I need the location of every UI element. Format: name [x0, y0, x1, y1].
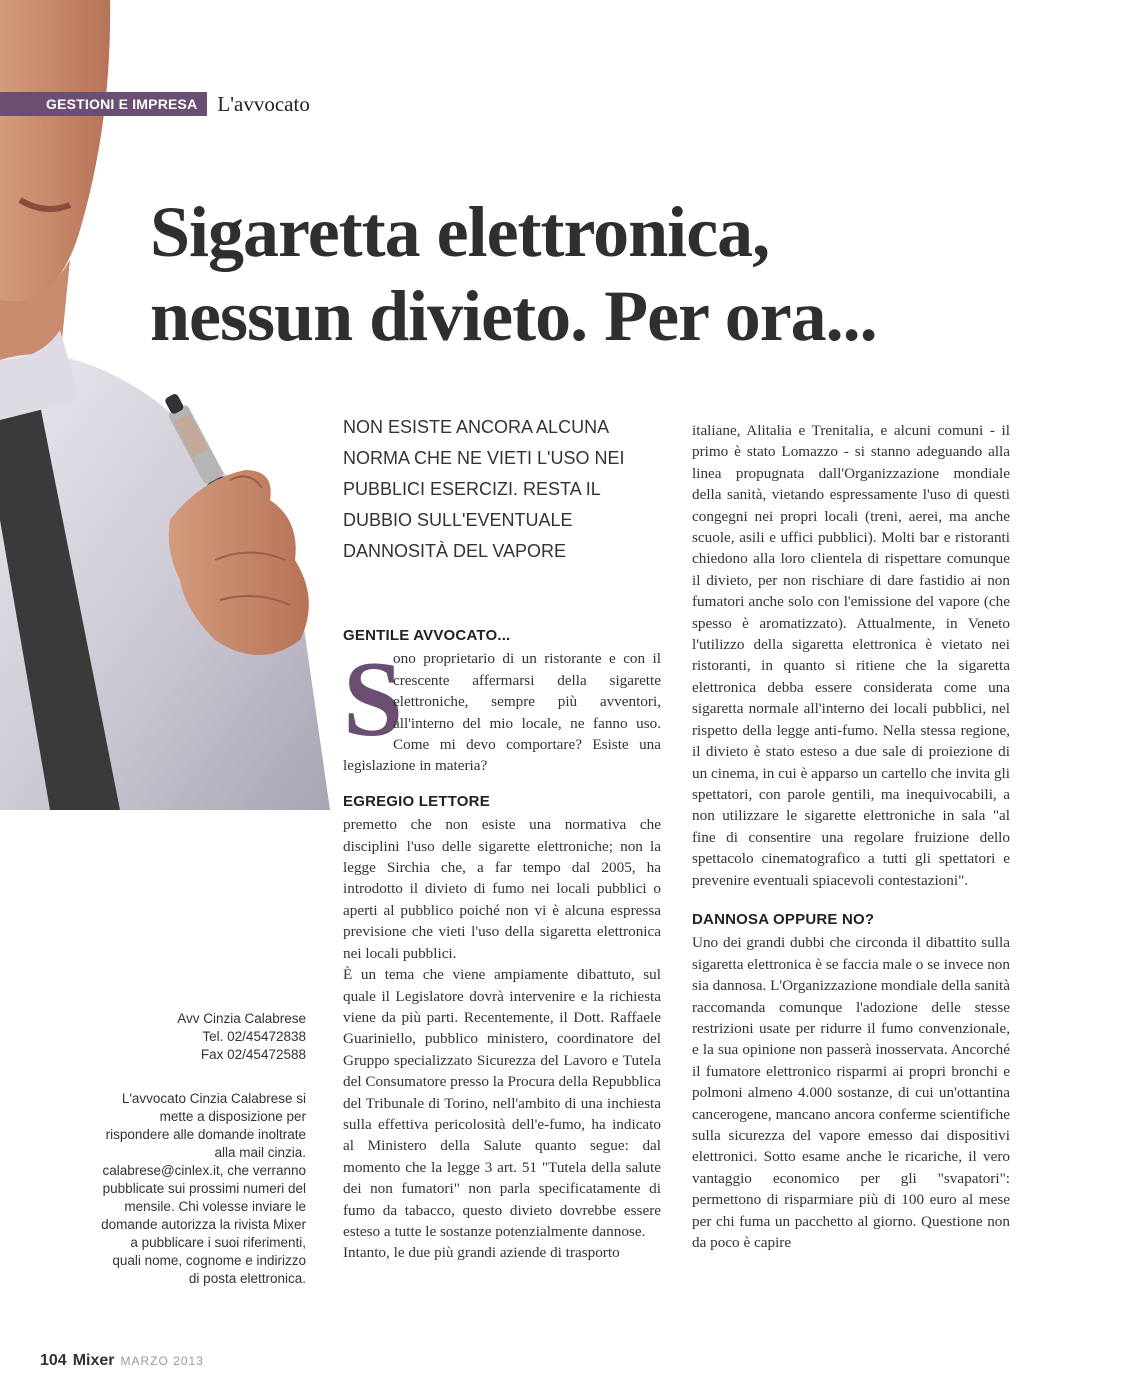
column-2 [692, 420, 1010, 1253]
col2-paragraph-1: italiane, Alitalia e Trenitalia, e alcuni comuni - il primo è stato Lomazzo - si stanno adeguando alla linea propugnata dall'Organizzazione mondiale della sanità, vietando espressamente l'uso di questi congegni nei propri locali (treni, aerei, ma anche scuole, asili e uffici pubblici). Molti bar e ristoranti chiedono alla loro clientela di rispettare comunque il divieto, per non rischiare di dare fastidio ai non fumatori anche solo con l'emissione del vapore (che spesso è aromatizzato). Attualmente, in Veneto l'utilizzo della sigaretta elettronica è vietato nei ristoranti, in quanto si ritiene che la sigaretta elettronica debba essere considerata come una sigaretta normale all'interno dei locali pubblici, nel rispetto della legge anti-fumo. Nella stessa regione, il divieto è stato esteso a due sale di proiezione di un cinema, in cui è apparso un cartello che invita gli spettatori, con parole gentili, ma inequivocabili, a non utilizzare le sigarette elettroniche in sala "al fine di consentire una regolare fruizione dello spettacolo cinematografico a tutti gli spettatori e prevenire eventuali spiacevoli contestazioni". [692, 422, 1010, 889]
answer-paragraph-3: Intanto, le due più grandi aziende di trasporto [343, 1244, 620, 1262]
question-block [343, 648, 661, 776]
answer-paragraph-1: premetto che non esiste una normativa che disciplini l'uso delle sigarette elettroniche; non la legge Sirchia che, a far tempo dal 2005, ha introdotto il divieto di fumo nei locali pubblici o aperti al pubblico poiché non vi è alcuna espressa previsione che vieti l'uso della sigaretta elettronica nei locali pubblici. [343, 816, 661, 962]
author-note: L'avvocato Cinzia Calabrese si mette a disposizione per rispondere alle domande inoltrate alla mail cinzia. calabrese@cinlex.it, che verranno pubblicate sui prossimi numeri del mensile. Chi volesse inviare le domande autorizza la rivista Mixer a pubblicare i suoi riferimenti, quali nome, cognome e indirizzo di posta elettronica. [101, 1091, 306, 1286]
dropcap: S [343, 648, 404, 760]
author-name: Avv Cinzia Calabrese [177, 1011, 306, 1026]
headline-line-1: Sigaretta elettronica, [150, 192, 770, 272]
page-footer [40, 1352, 204, 1370]
issue-date: MARZO 2013 [120, 1354, 204, 1368]
page-number: 104 [40, 1352, 67, 1369]
column-1 [343, 625, 661, 1264]
col2-paragraph-2: Uno dei grandi dubbi che circonda il dibattito sulla sigaretta elettronica è se faccia male o se invece non sia dannosa. L'Organizzazione mondiale della sanità raccomanda comunque l'adozione delle stesse restrizioni usate per ridurre il fumo convenzionale, e la sua opinione non passerà inosservata. Ancorché il fumatore elettronico risparmi ai propri bronchi e polmoni almeno 4.000 sostanze, di cui un'ottantina cancerogene, mancano ancora conferme scientifiche sulla sicurezza del vapore emesso dai dispositivi elettronici. Sotto esame anche le ricariche, il vero vantaggio economico per gli "svapatori": permettono di risparmiare più di 100 euro al mese per chi fuma un pacchetto al giorno. Questione non da poco è capire [692, 934, 1010, 1252]
article-headline [150, 190, 1050, 358]
headline-line-2: nessun divieto. Per ora... [150, 276, 877, 356]
author-tel: Tel. 02/45472838 [202, 1029, 306, 1044]
question-heading: GENTILE AVVOCATO... [343, 627, 511, 644]
article-lede: NON ESISTE ANCORA ALCUNA NORMA CHE NE VIETI L'USO NEI PUBBLICI ESERCIZI. RESTA IL DUBBIO SULL'EVENTUALE DANNOSITÀ DEL VAPORE [343, 417, 625, 561]
section-header [0, 92, 310, 116]
answer-paragraph-2: È un tema che viene ampiamente dibattuto, sul quale il Legislatore dovrà intervenire e la richiesta viene da più parti. Recentemente, il Dott. Raffaele Guariniello, pubblico ministero, coordinatore del Gruppo specializzato Sicurezza del Lavoro e Tutela del Consumatore presso la Procura della Repubblica del Tribunale di Torino, nell'ambito di una inchiesta sulla effettiva pericolosità dell'e-fumo, ha indicato al Ministero della Salute quanto segue: dal momento che la legge 3 art. 51 "Tutela della salute dei non fumatori" non parla specificatamente di fumo da tabacco, questo divieto dovrebbe essere esteso a tutte le sostanze potenzialmente dannose. [343, 966, 662, 1240]
section-tag: GESTIONI E IMPRESA [0, 92, 207, 116]
magazine-name: Mixer [72, 1352, 115, 1369]
harm-heading: DANNOSA OPPURE NO? [692, 910, 875, 928]
author-contact [100, 1010, 306, 1064]
question-text: ono proprietario di un ristorante e con il crescente affermarsi della sigarette elettroniche, sempre più avventori, all'interno del mio locale, ne fanno uso. Come mi devo comportare? Esiste una legislazione in materia? [343, 650, 661, 775]
author-fax: Fax 02/45472588 [200, 1047, 306, 1062]
answer-heading: EGREGIO LETTORE [343, 792, 490, 810]
hero-photo [0, 0, 340, 810]
section-name: L'avvocato [217, 91, 310, 116]
